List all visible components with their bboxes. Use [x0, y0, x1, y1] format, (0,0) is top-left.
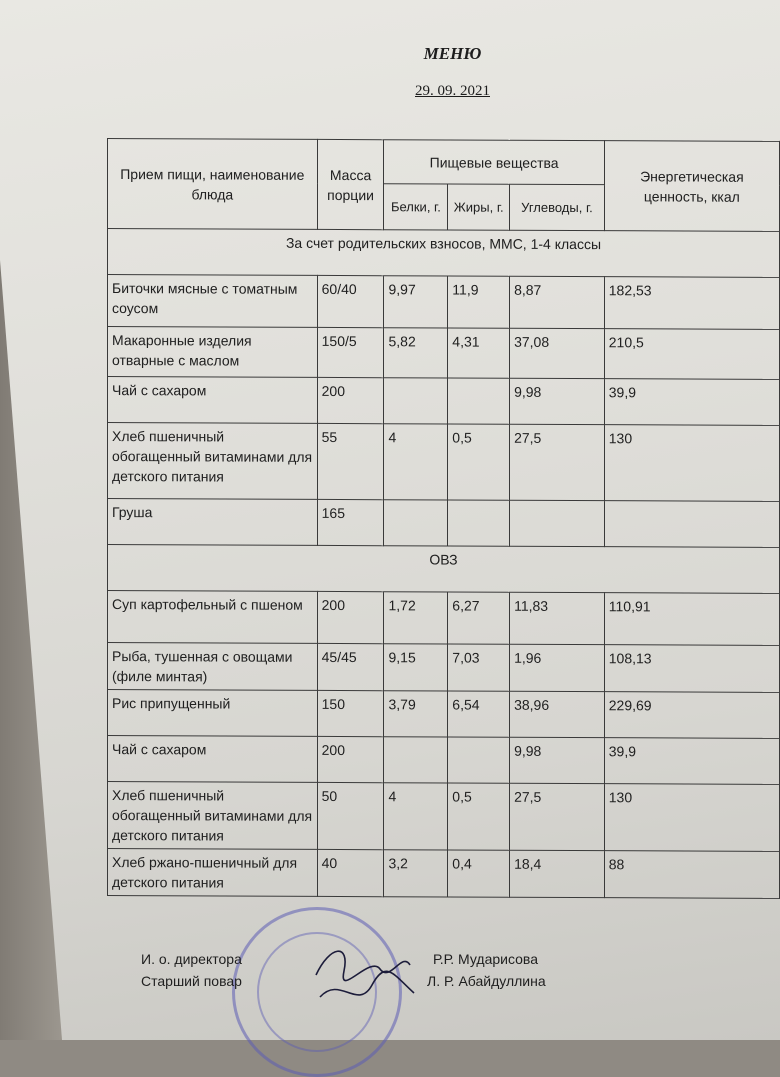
cell-name: Груша [108, 499, 318, 546]
cell-carbs: 9,98 [510, 378, 605, 424]
cell-mass: 150 [317, 690, 384, 736]
cell-fat: 7,03 [448, 644, 510, 691]
table-row [108, 591, 780, 646]
cell-protein: 5,82 [384, 328, 448, 378]
cell-energy: 88 [604, 851, 779, 899]
table-row [108, 849, 780, 899]
table-row [108, 327, 780, 380]
cell-fat: 0,5 [448, 783, 510, 850]
cell-energy [604, 501, 779, 548]
cell-mass: 45/45 [317, 643, 384, 690]
cell-mass: 165 [317, 499, 384, 545]
cell-protein: 3,2 [384, 850, 448, 897]
header-meal: Прием пищи, наименование блюда [108, 139, 318, 230]
header-protein: Белки, г. [384, 184, 448, 230]
cell-energy: 182,53 [604, 277, 779, 330]
cell-mass: 200 [317, 591, 384, 643]
table-row [108, 499, 780, 548]
cell-name: Суп картофельный с пшеном [108, 591, 318, 644]
cell-carbs: 9,98 [510, 737, 605, 783]
header-fat: Жиры, г. [448, 184, 510, 230]
cell-name: Хлеб пшеничный обогащенный витаминами для детского питания [108, 423, 318, 500]
cell-protein: 9,97 [384, 276, 448, 328]
header-nutrients: Пищевые вещества [384, 140, 604, 185]
cell-protein: 4 [384, 783, 448, 850]
cell-name: Рис припущенный [108, 690, 318, 737]
cell-energy: 110,91 [604, 593, 779, 646]
cell-fat [448, 378, 510, 424]
cell-name: Рыба, тушенная с овощами (филе минтая) [108, 643, 318, 691]
cell-name: Чай с сахаром [108, 736, 318, 783]
cell-protein [384, 500, 448, 546]
director-title: И. о. директора [141, 951, 242, 967]
document-title: МЕНЮ [423, 44, 482, 63]
cell-mass: 60/40 [317, 275, 384, 327]
cell-fat: 0,5 [448, 424, 510, 500]
date-text: 29. 09. 2021 [415, 83, 490, 99]
cell-protein: 9,15 [384, 644, 448, 691]
table-row [108, 423, 780, 502]
cell-fat: 6,27 [448, 592, 510, 644]
table-row [108, 736, 780, 785]
cell-mass: 200 [317, 377, 384, 423]
header-energy: Энергетическая ценность, ккал [604, 141, 779, 232]
header-carbs: Углеводы, г. [510, 184, 605, 230]
cell-fat: 6,54 [448, 691, 510, 737]
cell-mass: 50 [317, 782, 384, 849]
director-signature [310, 935, 420, 1015]
cell-mass: 40 [317, 849, 384, 896]
cell-mass: 200 [317, 736, 384, 782]
cell-protein: 4 [384, 424, 448, 500]
cell-protein [384, 378, 448, 424]
table-row [108, 275, 780, 330]
cell-carbs: 8,87 [510, 276, 605, 328]
section-title-ovz: ОВЗ [108, 545, 780, 594]
document-date [0, 83, 780, 100]
cell-energy: 39,9 [604, 738, 779, 785]
cell-energy: 210,5 [604, 329, 779, 380]
cell-fat: 11,9 [448, 276, 510, 328]
cell-fat [448, 737, 510, 783]
cell-protein [384, 737, 448, 783]
cell-name: Биточки мясные с томатным соусом [108, 275, 318, 328]
table-row [108, 690, 780, 739]
cell-carbs [510, 500, 605, 546]
cell-carbs: 27,5 [510, 783, 605, 850]
cell-energy: 229,69 [604, 692, 779, 739]
menu-table [107, 138, 780, 899]
table-row [108, 643, 780, 693]
cell-carbs: 18,4 [510, 850, 605, 897]
cell-fat: 0,4 [448, 850, 510, 897]
cook-title: Старший повар [141, 973, 242, 989]
cell-name: Хлеб пшеничный обогащенный витаминами для детского питания [108, 782, 318, 850]
cell-carbs: 38,96 [510, 691, 605, 737]
table-row [108, 377, 780, 426]
cell-name: Хлеб ржано-пшеничный для детского питания [108, 849, 318, 897]
cell-energy: 108,13 [604, 645, 779, 693]
cell-protein: 1,72 [384, 592, 448, 644]
cell-carbs: 27,5 [510, 424, 605, 500]
cell-carbs: 11,83 [510, 592, 605, 644]
cell-fat [448, 500, 510, 546]
cell-energy: 130 [604, 784, 779, 852]
cell-mass: 55 [317, 423, 384, 499]
cell-protein: 3,79 [384, 691, 448, 737]
cell-carbs: 1,96 [510, 644, 605, 691]
section-title-parents: За счет родительских взносов, ММС, 1-4 классы [108, 229, 780, 278]
cell-name: Чай с сахаром [108, 377, 318, 424]
cell-energy: 130 [604, 425, 779, 502]
header-mass: Масса порции [317, 139, 384, 229]
table-row [108, 782, 780, 852]
cook-name: Л. Р. Абайдуллина [427, 973, 546, 989]
cell-fat: 4,31 [448, 328, 510, 378]
cell-energy: 39,9 [604, 379, 779, 426]
cell-carbs: 37,08 [510, 328, 605, 378]
director-name: Р.Р. Мударисова [433, 951, 538, 967]
cell-mass: 150/5 [317, 327, 384, 377]
cell-name: Макаронные изделия отварные с маслом [108, 327, 318, 378]
